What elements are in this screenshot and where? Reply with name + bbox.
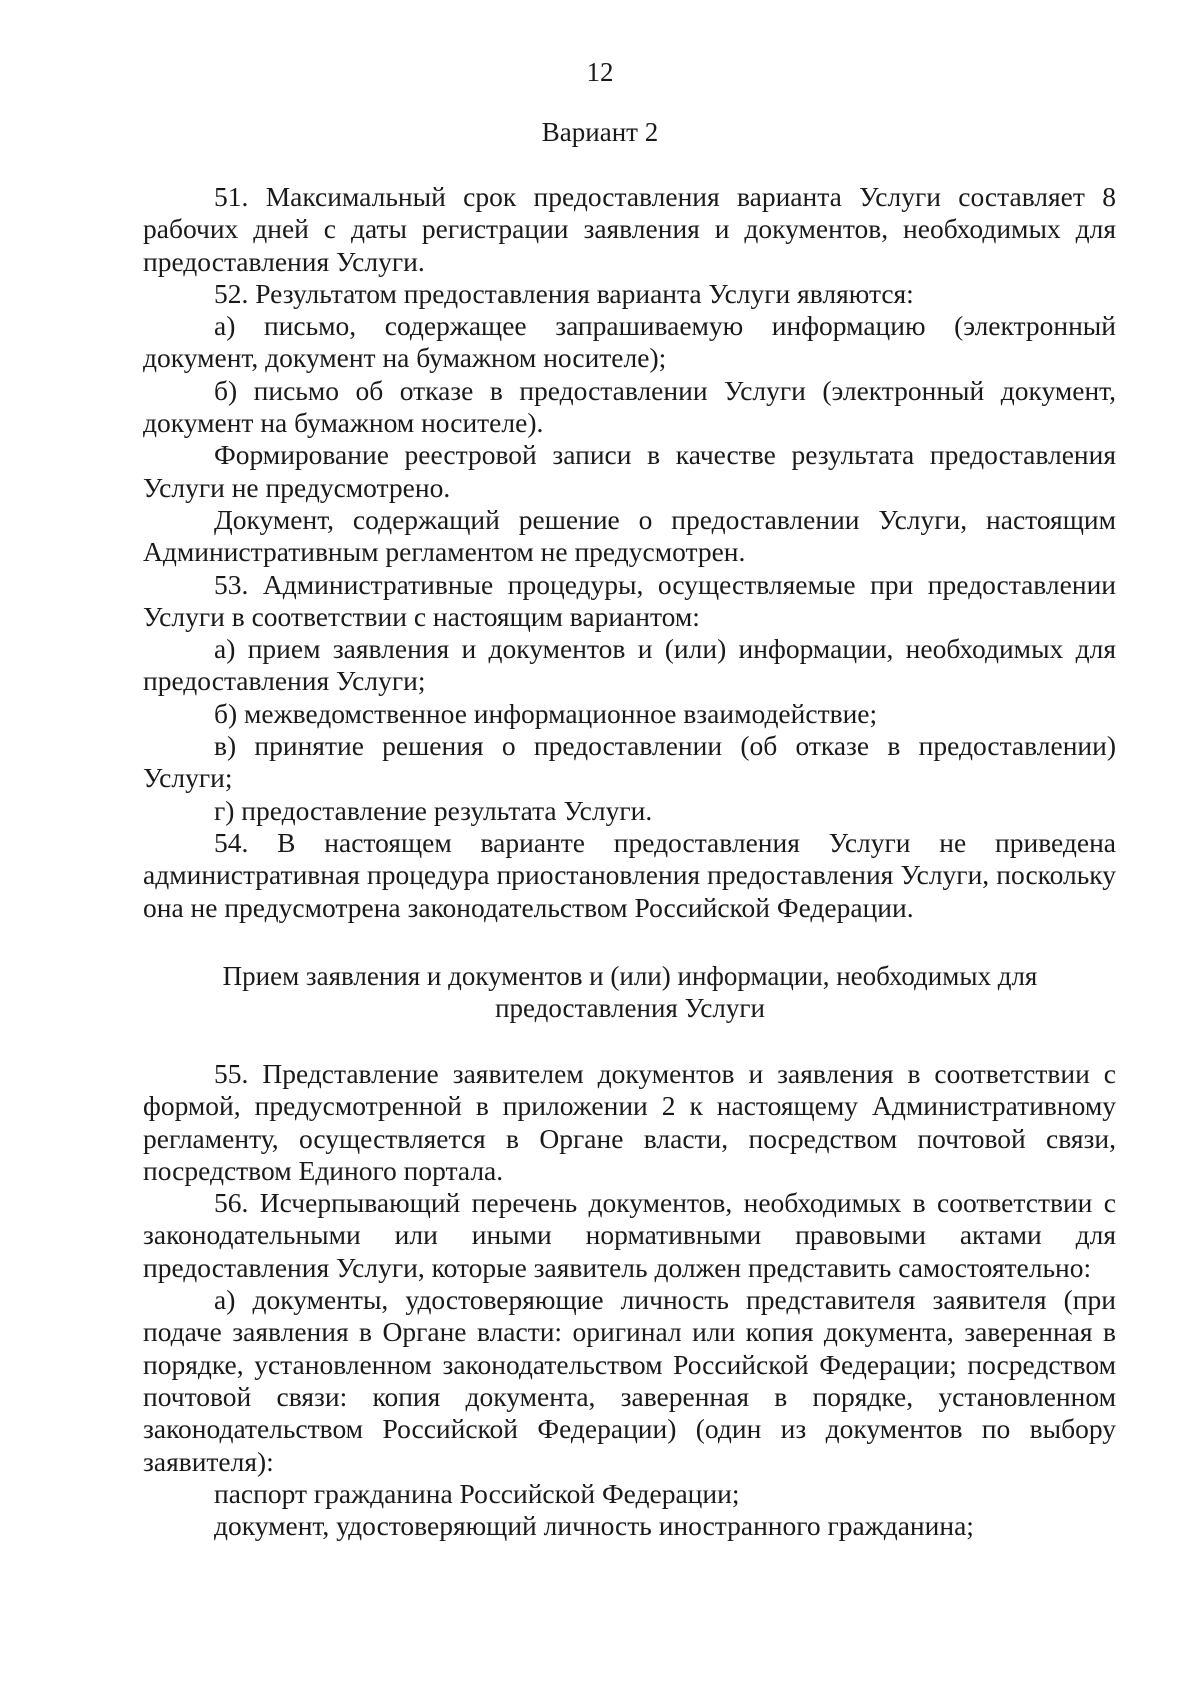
section-body-part1 [143,181,1116,924]
subsection-heading-line-2: предоставления Услуги [495,993,765,1024]
paragraph-53-b: б) межведомственное информационное взаимодействие; [214,697,878,729]
subsection-heading [180,960,1080,1025]
paragraph-53-v: в) принятие решения о предоставлении (об отказе в предоставлении) Услуги; [143,730,1116,794]
page-number: 12 [586,57,614,87]
section-body-part2 [143,1058,1116,1542]
subsection-heading-line-1: Прием заявления и документов и (или) информации, необходимых для [222,961,1038,991]
paragraph-foreign-id: документ, удостоверяющий личность иностранного гражданина; [214,1510,974,1542]
paragraph-52-a: а) письмо, содержащее запрашиваемую информацию (электронный документ, документ на бумажном носителе); [143,310,1116,374]
paragraph-56-a: а) документы, удостоверяющие личность представителя заявителя (при подаче заявления в Органе власти: оригинал или копия документа, заверенная в порядке, установленном законодательством Российской Федерации; посредством почтовой связи: копия документа, заверенная в порядке, установленном законодательством Российской Федерации) (один из документов по выбору заявителя): [143,1284,1116,1477]
paragraph-52-b: б) письмо об отказе в предоставлении Услуги (электронный документ, документ на бумажном носителе). [143,374,1116,439]
paragraph-passport: паспорт гражданина Российской Федерации; [214,1477,740,1509]
paragraph-51: 51. Максимальный срок предоставления варианта Услуги составляет 8 рабочих дней с даты регистрации заявления и документов, необходимых для предоставления Услуги. [143,181,1116,277]
paragraph-53-g: г) предоставление результата Услуги. [214,794,653,826]
paragraph-decision-document: Документ, содержащий решение о предоставлении Услуги, настоящим Административным регламентом не предусмотрен. [143,503,1116,568]
paragraph-55: 55. Представление заявителем документов и заявления в соответствии с формой, предусмотренной в приложении 2 к настоящему Административному регламенту, осуществляется в Органе власти, посредством почтовой связи, посредством Единого портала. [143,1058,1116,1186]
paragraph-53-a: а) прием заявления и документов и (или) информации, необходимых для предоставления Услуги; [143,633,1116,697]
paragraph-53: 53. Административные процедуры, осуществляемые при предоставлении Услуги в соответствии с настоящим вариантом: [143,568,1116,632]
paragraph-registry-record: Формирование реестровой записи в качестве результата предоставления Услуги не предусмотрено. [143,439,1116,503]
paragraph-52: 52. Результатом предоставления варианта Услуги являются: [214,277,914,309]
paragraph-56: 56. Исчерпывающий перечень документов, необходимых в соответствии с законодательными или иными нормативными правовыми актами для предоставления Услуги, которые заявитель должен представить самостоятельно: [143,1187,1116,1283]
paragraph-54: 54. В настоящем варианте предоставления Услуги не приведена административная процедура приостановления предоставления Услуги, поскольку она не предусмотрена законодательством Российской Федерации. [143,826,1116,923]
section-title: Вариант 2 [541,117,659,147]
